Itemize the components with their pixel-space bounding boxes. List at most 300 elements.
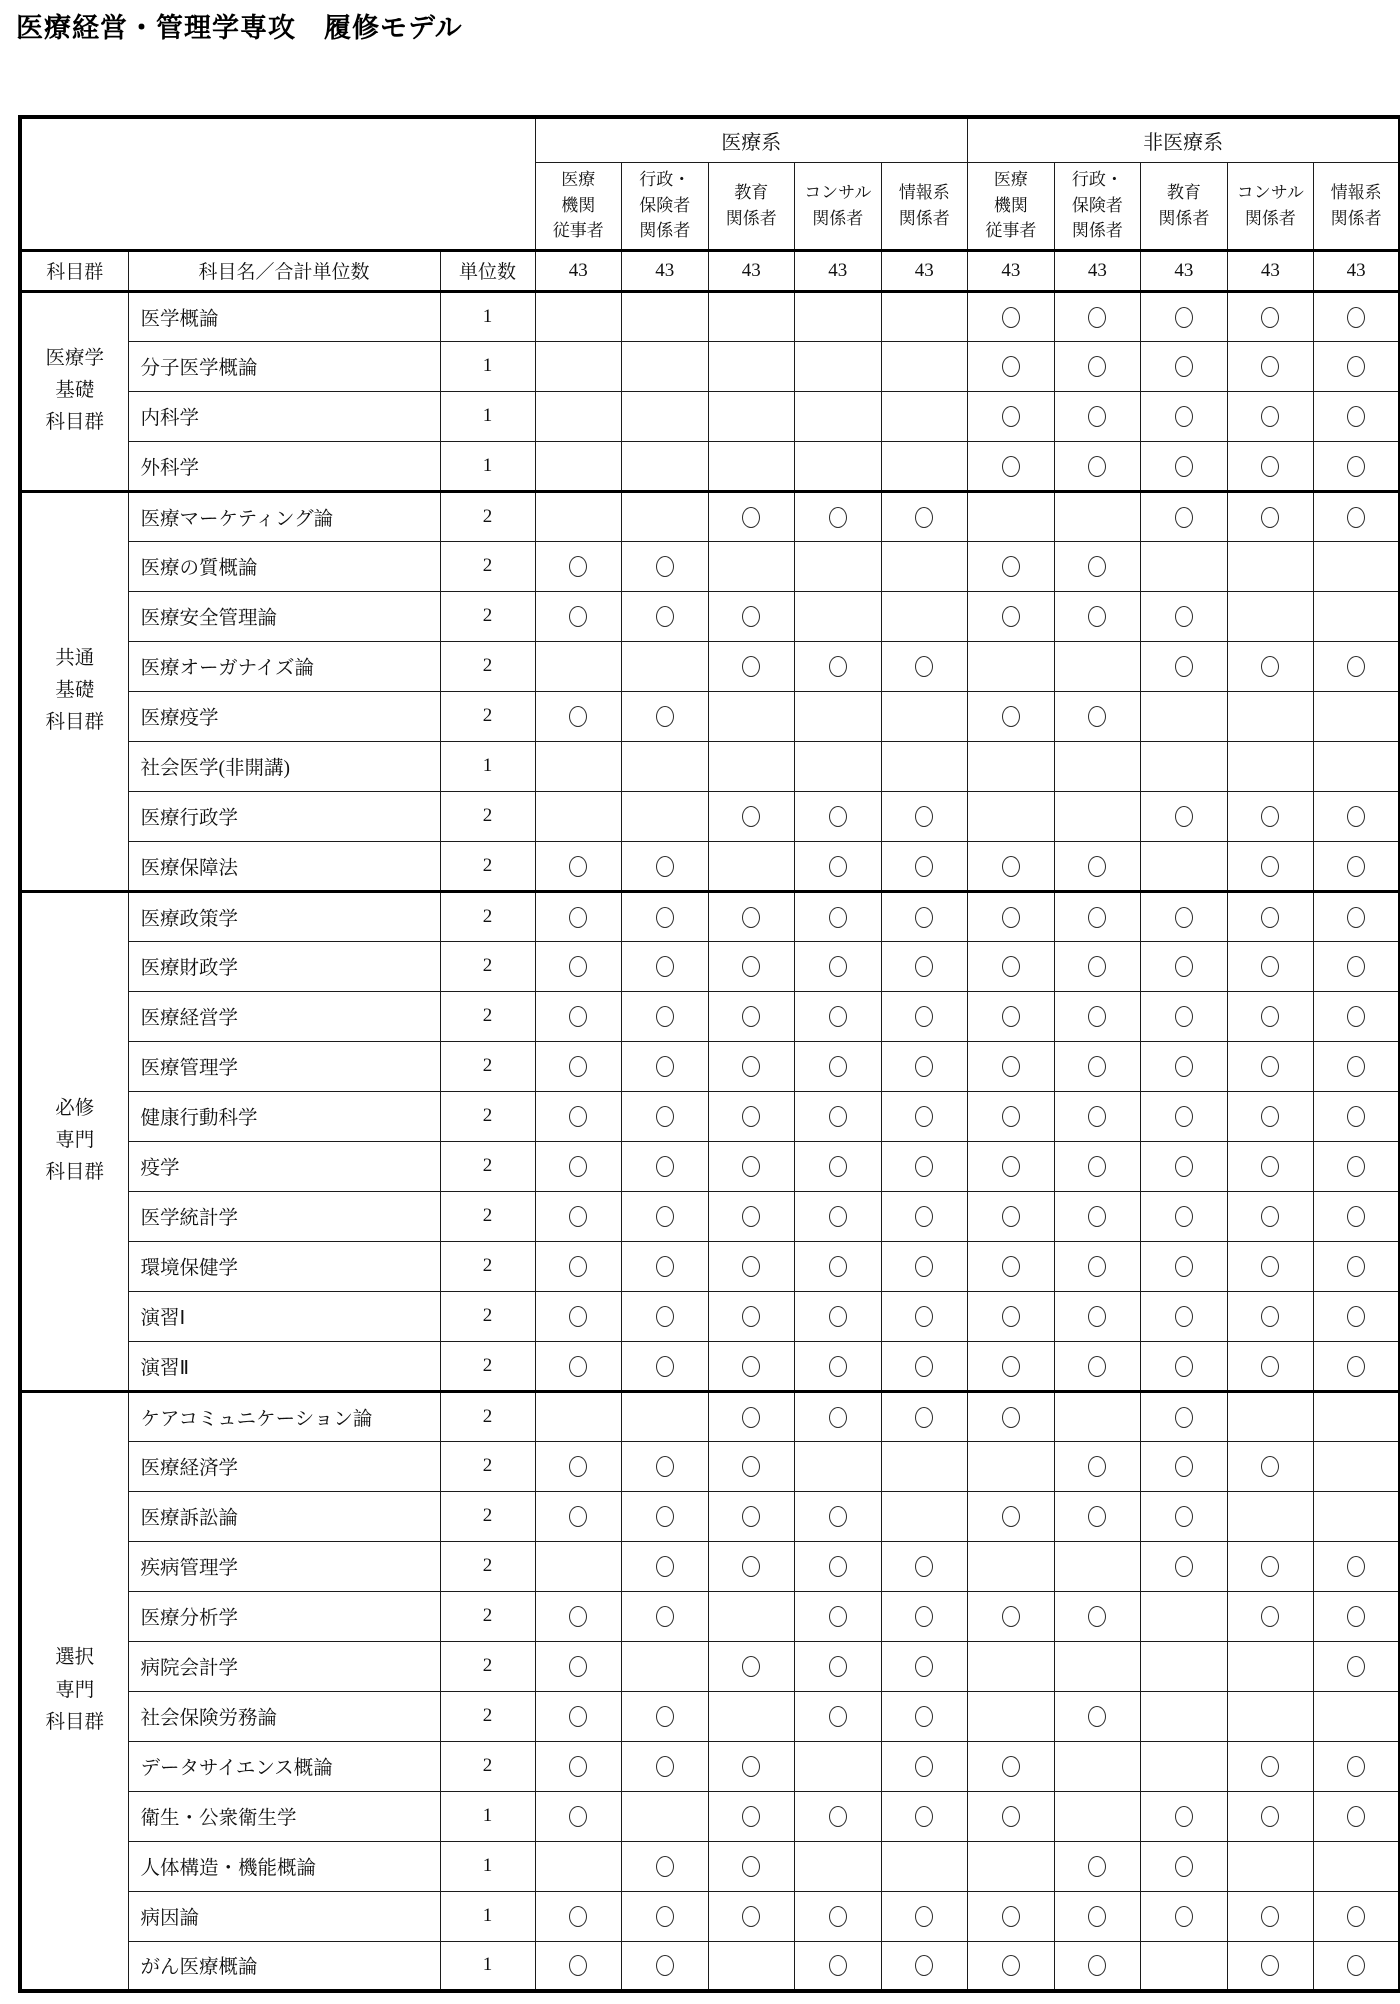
mark-cell bbox=[795, 1391, 882, 1441]
mark-cell bbox=[1314, 1291, 1400, 1341]
mark-cell bbox=[1141, 941, 1228, 991]
total-credits-cell: 43 bbox=[1227, 250, 1314, 291]
mark-cell bbox=[968, 1741, 1055, 1791]
circle-mark-icon bbox=[1088, 406, 1106, 427]
credits-cell: 1 bbox=[440, 291, 535, 341]
mark-cell bbox=[708, 691, 795, 741]
circle-mark-icon bbox=[1088, 1706, 1106, 1727]
circle-mark-icon bbox=[829, 1256, 847, 1277]
table-row bbox=[20, 741, 1400, 791]
mark-cell bbox=[535, 441, 622, 491]
mark-cell bbox=[1141, 991, 1228, 1041]
mark-cell bbox=[881, 1641, 968, 1691]
total-credits-cell: 43 bbox=[1141, 250, 1228, 291]
mark-cell bbox=[968, 791, 1055, 841]
subject-name-cell: 演習Ⅰ bbox=[128, 1291, 440, 1341]
subject-name-cell: 分子医学概論 bbox=[128, 341, 440, 391]
circle-mark-icon bbox=[1002, 856, 1020, 877]
mark-cell bbox=[708, 1391, 795, 1441]
mark-cell bbox=[1314, 1341, 1400, 1391]
credits-cell: 2 bbox=[440, 491, 535, 541]
circle-mark-icon bbox=[1002, 1407, 1020, 1428]
mark-cell bbox=[881, 441, 968, 491]
circle-mark-icon bbox=[1175, 1256, 1193, 1277]
track-header-line: 関係者 bbox=[898, 208, 950, 228]
credits-cell: 1 bbox=[440, 1891, 535, 1941]
mark-cell bbox=[795, 1191, 882, 1241]
circle-mark-icon bbox=[742, 956, 760, 977]
circle-mark-icon bbox=[1002, 1756, 1020, 1777]
subject-name-cell: 医療行政学 bbox=[128, 791, 440, 841]
track-header-line: 機関 bbox=[561, 195, 596, 215]
track-header-cell bbox=[622, 162, 709, 250]
mark-cell bbox=[708, 1241, 795, 1291]
circle-mark-icon bbox=[1088, 1606, 1106, 1627]
circle-mark-icon bbox=[1002, 1056, 1020, 1077]
circle-mark-icon bbox=[569, 1306, 587, 1327]
circle-mark-icon bbox=[915, 1906, 933, 1927]
circle-mark-icon bbox=[915, 907, 933, 928]
mark-cell bbox=[1141, 341, 1228, 391]
mark-cell bbox=[622, 991, 709, 1041]
mark-cell bbox=[1141, 441, 1228, 491]
circle-mark-icon bbox=[569, 1756, 587, 1777]
circle-mark-icon bbox=[569, 556, 587, 577]
mark-cell bbox=[1054, 1391, 1141, 1441]
mark-cell bbox=[795, 341, 882, 391]
mark-cell bbox=[1227, 1491, 1314, 1541]
circle-mark-icon bbox=[569, 706, 587, 727]
mark-cell bbox=[535, 1341, 622, 1391]
table-row bbox=[20, 491, 1400, 541]
circle-mark-icon bbox=[1088, 706, 1106, 727]
credits-cell: 2 bbox=[440, 1191, 535, 1241]
circle-mark-icon bbox=[1347, 1106, 1365, 1127]
mark-cell bbox=[795, 991, 882, 1041]
mark-cell bbox=[708, 1041, 795, 1091]
mark-cell bbox=[968, 841, 1055, 891]
mark-cell bbox=[622, 1191, 709, 1241]
mark-cell bbox=[1227, 891, 1314, 941]
circle-mark-icon bbox=[569, 907, 587, 928]
credits-cell: 1 bbox=[440, 441, 535, 491]
mark-cell bbox=[968, 891, 1055, 941]
circle-mark-icon bbox=[742, 1407, 760, 1428]
circle-mark-icon bbox=[1002, 706, 1020, 727]
credits-cell: 1 bbox=[440, 1791, 535, 1841]
circle-mark-icon bbox=[656, 1756, 674, 1777]
circle-mark-icon bbox=[1002, 1955, 1020, 1976]
mark-cell bbox=[535, 1291, 622, 1341]
mark-cell bbox=[881, 541, 968, 591]
circle-mark-icon bbox=[569, 1456, 587, 1477]
mark-cell bbox=[795, 1291, 882, 1341]
subject-group-line: 科目群 bbox=[45, 712, 104, 734]
mark-cell bbox=[1314, 1441, 1400, 1491]
track-header-cell bbox=[968, 162, 1055, 250]
table-row bbox=[20, 1291, 1400, 1341]
circle-mark-icon bbox=[1088, 856, 1106, 877]
circle-mark-icon bbox=[915, 1656, 933, 1677]
circle-mark-icon bbox=[742, 1556, 760, 1577]
mark-cell bbox=[1227, 441, 1314, 491]
circle-mark-icon bbox=[915, 1806, 933, 1827]
circle-mark-icon bbox=[1261, 1906, 1279, 1927]
circle-mark-icon bbox=[1002, 1356, 1020, 1377]
circle-mark-icon bbox=[1088, 556, 1106, 577]
mark-cell bbox=[535, 491, 622, 541]
mark-cell bbox=[708, 491, 795, 541]
circle-mark-icon bbox=[1261, 1955, 1279, 1976]
circle-mark-icon bbox=[1175, 406, 1193, 427]
circle-mark-icon bbox=[742, 1856, 760, 1877]
mark-cell bbox=[708, 541, 795, 591]
circle-mark-icon bbox=[1088, 606, 1106, 627]
table-row bbox=[20, 1691, 1400, 1741]
mark-cell bbox=[1227, 1091, 1314, 1141]
circle-mark-icon bbox=[569, 1656, 587, 1677]
mark-cell bbox=[1314, 341, 1400, 391]
mark-cell bbox=[535, 391, 622, 441]
circle-mark-icon bbox=[829, 1356, 847, 1377]
mark-cell bbox=[535, 991, 622, 1041]
mark-cell bbox=[622, 941, 709, 991]
mark-cell bbox=[708, 1741, 795, 1791]
mark-cell bbox=[708, 1091, 795, 1141]
mark-cell bbox=[622, 1541, 709, 1591]
circle-mark-icon bbox=[1261, 656, 1279, 677]
circle-mark-icon bbox=[829, 1306, 847, 1327]
circle-mark-icon bbox=[1175, 1206, 1193, 1227]
circle-mark-icon bbox=[656, 1006, 674, 1027]
circle-mark-icon bbox=[1088, 1906, 1106, 1927]
circle-mark-icon bbox=[1347, 1256, 1365, 1277]
circle-mark-icon bbox=[1088, 1156, 1106, 1177]
track-header-line: 関係者 bbox=[1071, 221, 1123, 241]
mark-cell bbox=[1054, 1591, 1141, 1641]
circle-mark-icon bbox=[1347, 1656, 1365, 1677]
mark-cell bbox=[535, 1191, 622, 1241]
track-header-line: 機関 bbox=[993, 195, 1028, 215]
circle-mark-icon bbox=[656, 1056, 674, 1077]
mark-cell bbox=[968, 1291, 1055, 1341]
subject-group-label bbox=[20, 491, 128, 891]
circle-mark-icon bbox=[1261, 1056, 1279, 1077]
mark-cell bbox=[968, 1441, 1055, 1491]
mark-cell bbox=[1054, 341, 1141, 391]
circle-mark-icon bbox=[656, 956, 674, 977]
track-header-line: コンサル bbox=[1236, 183, 1304, 202]
mark-cell bbox=[535, 1091, 622, 1141]
track-header-cell bbox=[1314, 162, 1400, 250]
mark-cell bbox=[622, 1241, 709, 1291]
mark-cell bbox=[1054, 1691, 1141, 1741]
mark-cell bbox=[795, 941, 882, 991]
mark-cell bbox=[1314, 991, 1400, 1041]
credits-cell: 2 bbox=[440, 1691, 535, 1741]
mark-cell bbox=[1227, 1591, 1314, 1641]
circle-mark-icon bbox=[1175, 1806, 1193, 1827]
subject-name-cell: データサイエンス概論 bbox=[128, 1741, 440, 1791]
mark-cell bbox=[795, 1691, 882, 1741]
mark-cell bbox=[708, 1841, 795, 1891]
mark-cell bbox=[881, 841, 968, 891]
corner-subject-label: 科目名／合計単位数 bbox=[128, 250, 440, 291]
mark-cell bbox=[1227, 1141, 1314, 1191]
circle-mark-icon bbox=[1261, 1756, 1279, 1777]
table-row bbox=[20, 1191, 1400, 1241]
circle-mark-icon bbox=[1347, 1756, 1365, 1777]
circle-mark-icon bbox=[1347, 856, 1365, 877]
mark-cell bbox=[1227, 291, 1314, 341]
circle-mark-icon bbox=[1175, 606, 1193, 627]
mark-cell bbox=[1227, 1241, 1314, 1291]
mark-cell bbox=[1314, 591, 1400, 641]
circle-mark-icon bbox=[1175, 1306, 1193, 1327]
section-header-nonmedical: 非医療系 bbox=[968, 117, 1400, 162]
circle-mark-icon bbox=[1088, 1506, 1106, 1527]
circle-mark-icon bbox=[1261, 907, 1279, 928]
mark-cell bbox=[795, 1891, 882, 1941]
table-row bbox=[20, 1941, 1400, 1991]
subject-group-line: 共通 bbox=[55, 647, 95, 669]
mark-cell bbox=[535, 1741, 622, 1791]
circle-mark-icon bbox=[1261, 356, 1279, 377]
mark-cell bbox=[1227, 1691, 1314, 1741]
credits-cell: 2 bbox=[440, 1041, 535, 1091]
table-row bbox=[20, 841, 1400, 891]
mark-cell bbox=[622, 1891, 709, 1941]
circle-mark-icon bbox=[656, 907, 674, 928]
mark-cell bbox=[535, 1541, 622, 1591]
table-row bbox=[20, 691, 1400, 741]
mark-cell bbox=[1054, 1641, 1141, 1691]
mark-cell bbox=[1227, 391, 1314, 441]
mark-cell bbox=[795, 391, 882, 441]
mark-cell bbox=[1141, 891, 1228, 941]
subject-name-cell: 社会医学(非開講) bbox=[128, 741, 440, 791]
mark-cell bbox=[1227, 591, 1314, 641]
track-header-line: 保険者 bbox=[639, 195, 691, 215]
credits-cell: 2 bbox=[440, 1341, 535, 1391]
subject-group-line: 専門 bbox=[55, 1679, 95, 1701]
mark-cell bbox=[795, 891, 882, 941]
mark-cell bbox=[1141, 1791, 1228, 1841]
mark-cell bbox=[1141, 1091, 1228, 1141]
mark-cell bbox=[1314, 841, 1400, 891]
mark-cell bbox=[881, 1091, 968, 1141]
circle-mark-icon bbox=[1175, 1356, 1193, 1377]
mark-cell bbox=[535, 1141, 622, 1191]
mark-cell bbox=[1314, 391, 1400, 441]
circle-mark-icon bbox=[742, 1306, 760, 1327]
circle-mark-icon bbox=[1175, 307, 1193, 328]
circle-mark-icon bbox=[829, 507, 847, 528]
mark-cell bbox=[1227, 641, 1314, 691]
circle-mark-icon bbox=[915, 507, 933, 528]
mark-cell bbox=[535, 341, 622, 391]
circle-mark-icon bbox=[1347, 307, 1365, 328]
mark-cell bbox=[622, 1341, 709, 1391]
circle-mark-icon bbox=[915, 1606, 933, 1627]
mark-cell bbox=[1054, 891, 1141, 941]
mark-cell bbox=[1141, 1441, 1228, 1491]
circle-mark-icon bbox=[915, 1556, 933, 1577]
credits-cell: 1 bbox=[440, 1941, 535, 1991]
mark-cell bbox=[622, 1641, 709, 1691]
mark-cell bbox=[795, 1091, 882, 1141]
circle-mark-icon bbox=[1261, 1006, 1279, 1027]
circle-mark-icon bbox=[656, 1456, 674, 1477]
table-row bbox=[20, 1141, 1400, 1191]
table-row bbox=[20, 1791, 1400, 1841]
mark-cell bbox=[1054, 991, 1141, 1041]
table-row bbox=[20, 1241, 1400, 1291]
mark-cell bbox=[1054, 1041, 1141, 1091]
circle-mark-icon bbox=[915, 1056, 933, 1077]
mark-cell bbox=[881, 1791, 968, 1841]
circle-mark-icon bbox=[569, 1356, 587, 1377]
track-header-line: 行政・ bbox=[1071, 170, 1123, 190]
circle-mark-icon bbox=[829, 1906, 847, 1927]
mark-cell bbox=[968, 1141, 1055, 1191]
mark-cell bbox=[622, 1091, 709, 1141]
circle-mark-icon bbox=[1347, 1606, 1365, 1627]
mark-cell bbox=[1054, 1841, 1141, 1891]
subject-name-cell: 医療政策学 bbox=[128, 891, 440, 941]
table-row bbox=[20, 1341, 1400, 1391]
mark-cell bbox=[622, 491, 709, 541]
track-header-line: 教育 bbox=[734, 183, 769, 202]
mark-cell bbox=[1227, 1341, 1314, 1391]
circle-mark-icon bbox=[915, 656, 933, 677]
track-header-line: 関係者 bbox=[1244, 208, 1296, 228]
circle-mark-icon bbox=[829, 656, 847, 677]
circle-mark-icon bbox=[742, 1456, 760, 1477]
circle-mark-icon bbox=[1261, 456, 1279, 477]
circle-mark-icon bbox=[1347, 1306, 1365, 1327]
total-credits-cell: 43 bbox=[795, 250, 882, 291]
table-row bbox=[20, 1491, 1400, 1541]
circle-mark-icon bbox=[1088, 1955, 1106, 1976]
mark-cell bbox=[708, 841, 795, 891]
mark-cell bbox=[1227, 1891, 1314, 1941]
circle-mark-icon bbox=[569, 1106, 587, 1127]
circle-mark-icon bbox=[1175, 806, 1193, 827]
mark-cell bbox=[1314, 641, 1400, 691]
mark-cell bbox=[795, 1341, 882, 1391]
circle-mark-icon bbox=[569, 1606, 587, 1627]
circle-mark-icon bbox=[915, 956, 933, 977]
circle-mark-icon bbox=[1261, 406, 1279, 427]
table-row bbox=[20, 1891, 1400, 1941]
mark-cell bbox=[1314, 1541, 1400, 1591]
mark-cell bbox=[1054, 941, 1141, 991]
mark-cell bbox=[622, 291, 709, 341]
mark-cell bbox=[535, 1891, 622, 1941]
track-header-cell bbox=[1054, 162, 1141, 250]
circle-mark-icon bbox=[742, 656, 760, 677]
subject-name-cell: 内科学 bbox=[128, 391, 440, 441]
section-header-medical: 医療系 bbox=[535, 117, 968, 162]
circle-mark-icon bbox=[1002, 456, 1020, 477]
table-row bbox=[20, 1741, 1400, 1791]
mark-cell bbox=[881, 891, 968, 941]
mark-cell bbox=[1141, 841, 1228, 891]
mark-cell bbox=[795, 1541, 882, 1591]
table-row bbox=[20, 991, 1400, 1041]
circle-mark-icon bbox=[742, 1206, 760, 1227]
circle-mark-icon bbox=[1088, 907, 1106, 928]
subject-name-cell: 病因論 bbox=[128, 1891, 440, 1941]
circle-mark-icon bbox=[1002, 1606, 1020, 1627]
circle-mark-icon bbox=[1088, 1006, 1106, 1027]
circle-mark-icon bbox=[1002, 406, 1020, 427]
circle-mark-icon bbox=[915, 1955, 933, 1976]
subject-name-cell: 医学統計学 bbox=[128, 1191, 440, 1241]
mark-cell bbox=[1314, 891, 1400, 941]
mark-cell bbox=[1314, 1641, 1400, 1691]
mark-cell bbox=[881, 591, 968, 641]
circle-mark-icon bbox=[1175, 507, 1193, 528]
circle-mark-icon bbox=[656, 1506, 674, 1527]
circle-mark-icon bbox=[569, 1955, 587, 1976]
mark-cell bbox=[535, 291, 622, 341]
circle-mark-icon bbox=[1261, 1306, 1279, 1327]
mark-cell bbox=[1314, 1241, 1400, 1291]
credits-cell: 2 bbox=[440, 541, 535, 591]
circle-mark-icon bbox=[742, 1506, 760, 1527]
circle-mark-icon bbox=[569, 856, 587, 877]
mark-cell bbox=[1227, 941, 1314, 991]
mark-cell bbox=[708, 441, 795, 491]
mark-cell bbox=[795, 1041, 882, 1091]
mark-cell bbox=[881, 1491, 968, 1541]
mark-cell bbox=[968, 1391, 1055, 1441]
credits-cell: 2 bbox=[440, 1241, 535, 1291]
circle-mark-icon bbox=[915, 1306, 933, 1327]
circle-mark-icon bbox=[1002, 1906, 1020, 1927]
mark-cell bbox=[1227, 991, 1314, 1041]
mark-cell bbox=[1054, 441, 1141, 491]
mark-cell bbox=[881, 1141, 968, 1191]
mark-cell bbox=[795, 1141, 882, 1191]
mark-cell bbox=[795, 791, 882, 841]
circle-mark-icon bbox=[915, 1407, 933, 1428]
mark-cell bbox=[535, 1591, 622, 1641]
corner-credits-label: 単位数 bbox=[440, 250, 535, 291]
mark-cell bbox=[968, 941, 1055, 991]
circle-mark-icon bbox=[1175, 1156, 1193, 1177]
circle-mark-icon bbox=[1002, 1156, 1020, 1177]
circle-mark-icon bbox=[1347, 356, 1365, 377]
mark-cell bbox=[708, 291, 795, 341]
table-row bbox=[20, 341, 1400, 391]
mark-cell bbox=[1054, 1891, 1141, 1941]
track-header-cell bbox=[795, 162, 882, 250]
table-row bbox=[20, 641, 1400, 691]
mark-cell bbox=[1141, 541, 1228, 591]
mark-cell bbox=[968, 1841, 1055, 1891]
mark-cell bbox=[708, 1141, 795, 1191]
mark-cell bbox=[795, 441, 882, 491]
mark-cell bbox=[1141, 1491, 1228, 1541]
mark-cell bbox=[1054, 841, 1141, 891]
mark-cell bbox=[881, 791, 968, 841]
table-row bbox=[20, 1041, 1400, 1091]
circle-mark-icon bbox=[656, 1306, 674, 1327]
circle-mark-icon bbox=[915, 1206, 933, 1227]
